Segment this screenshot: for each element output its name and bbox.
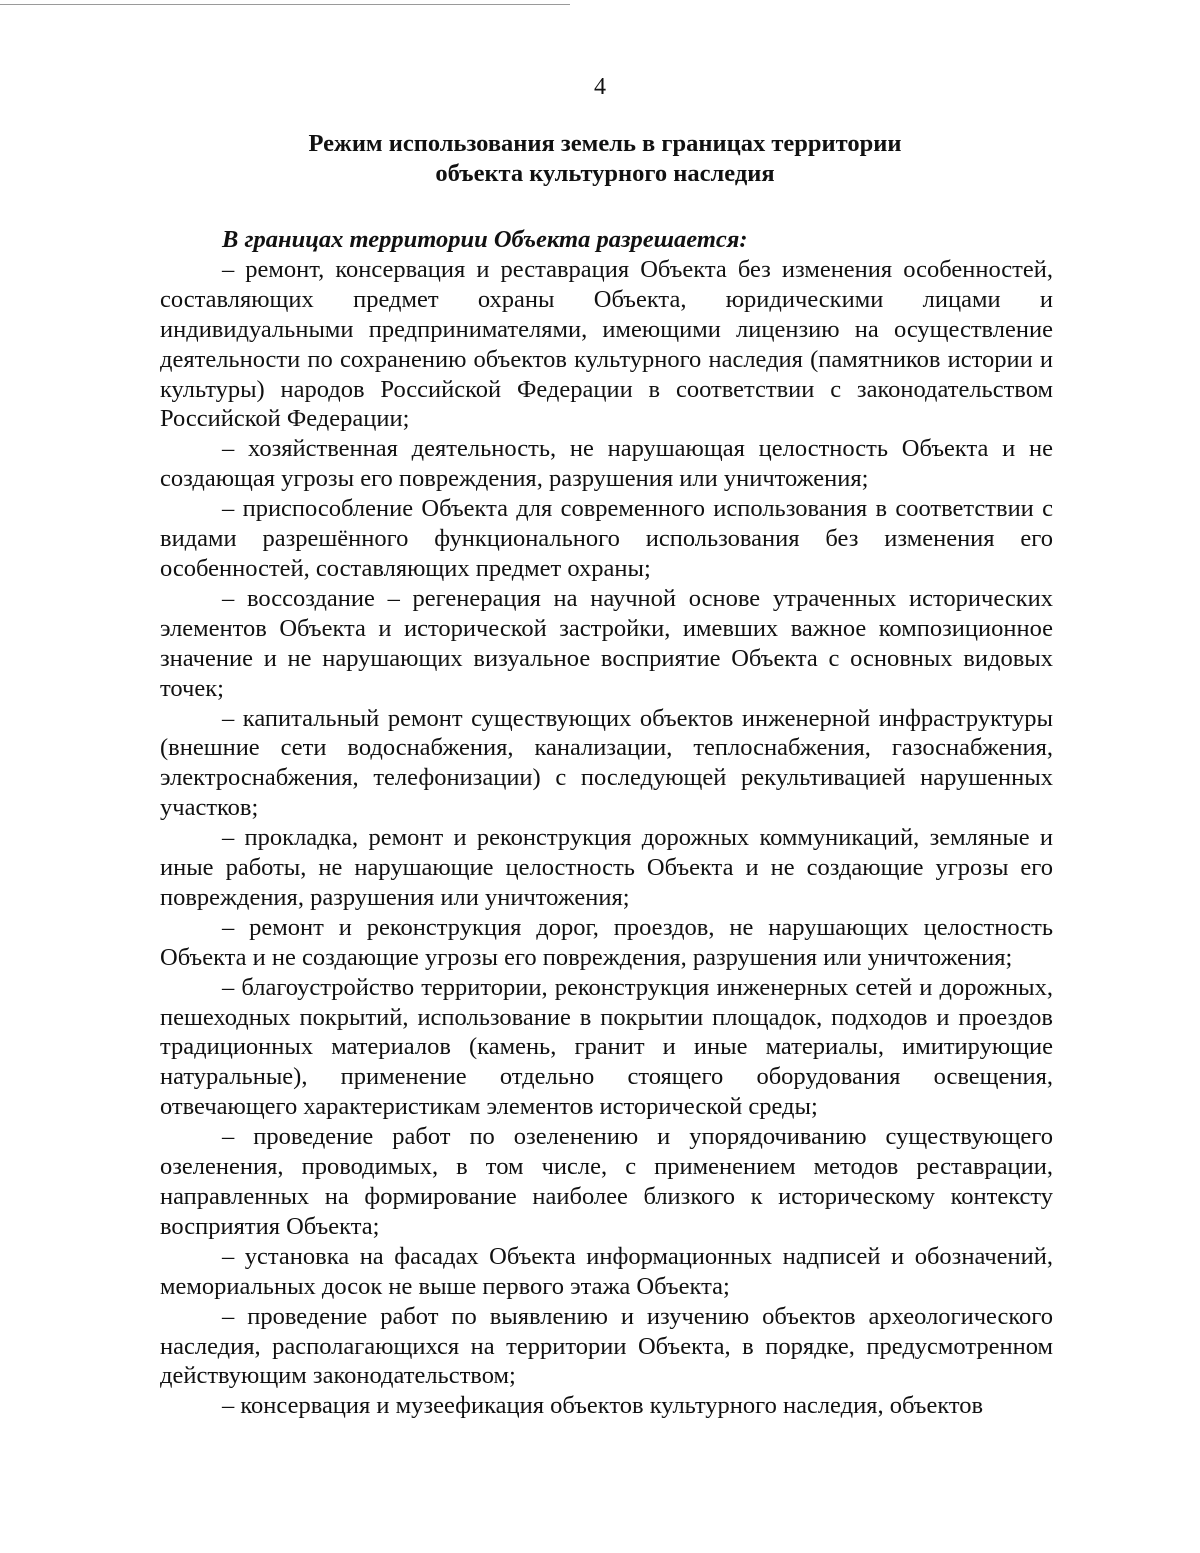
list-item: – хозяйственная деятельность, не нарушающая целостность Объекта и не создающая угрозы его повреждения, разрушения или уничтожения; bbox=[160, 435, 1053, 493]
list-item: – проведение работ по озеленению и упорядочиванию существующего озеленения, проводимых, в том числе, с применением методов реставрации, направленных на формирование наиболее близкого к историческому контексту восприятия Объекта; bbox=[160, 1123, 1053, 1240]
list-item: – приспособление Объекта для современного использования в соответствии с видами разрешённого функционального использования без изменения его особенностей, составляющих предмет охраны; bbox=[160, 495, 1053, 582]
document-title bbox=[160, 129, 1050, 189]
scan-edge-line bbox=[0, 4, 570, 5]
list-item: – установка на фасадах Объекта информационных надписей и обозначений, мемориальных досок не выше первого этажа Объекта; bbox=[160, 1242, 1053, 1300]
section-lead: В границах территории Объекта разрешается: bbox=[222, 226, 748, 253]
title-line-1: Режим использования земель в границах территории bbox=[308, 130, 902, 157]
list-item: – ремонт и реконструкция дорог, проездов, не нарушающих целостность Объекта и не создающие угрозы его повреждения, разрушения или уничтожения; bbox=[160, 913, 1053, 971]
list-item: – прокладка, ремонт и реконструкция дорожных коммуникаций, земляные и иные работы, не нарушающие целостность Объекта и не создающие угрозы его повреждения, разрушения или уничтожения; bbox=[160, 824, 1053, 911]
page-number: 4 bbox=[594, 74, 606, 100]
list-item: – воссоздание – регенерация на научной основе утраченных исторических элементов Объекта и исторической застройки, имевших важное композиционное значение и не нарушающих визуальное восприятие Объекта с основных видовых точек; bbox=[160, 584, 1053, 702]
document-body bbox=[160, 225, 1053, 1421]
list-item: – консервация и музеефикация объектов культурного наследия, объектов bbox=[222, 1392, 984, 1420]
title-line-2: объекта культурного наследия bbox=[435, 160, 775, 187]
list-item: – капитальный ремонт существующих объектов инженерной инфраструктуры (внешние сети водоснабжения, канализации, теплоснабжения, газоснабжения, электроснабжения, телефонизации) с последующей рекультивацией нарушенных участков; bbox=[160, 704, 1053, 822]
list-item: – проведение работ по выявлению и изучению объектов археологического наследия, располагающихся на территории Объекта, в порядке, предусмотренном действующим законодательством; bbox=[160, 1302, 1053, 1390]
list-item: – ремонт, консервация и реставрация Объекта без изменения особенностей, составляющих предмет охраны Объекта, юридическими лицами и индивидуальными предпринимателями, имеющими лицензию на осуществление деятельности по сохранению объектов культурного наследия (памятников истории и культуры) народов Российской Федерации в соответствии с законодательством Российской Федерации; bbox=[160, 255, 1053, 433]
list-item: – благоустройство территории, реконструкция инженерных сетей и дорожных, пешеходных покрытий, использование в покрытии площадок, подходов и проездов традиционных материалов (камень, гранит и иные материалы, имитирующие натуральные), применение отдельно стоящего оборудования освещения, отвечающего характеристикам элементов исторической среды; bbox=[160, 973, 1053, 1121]
